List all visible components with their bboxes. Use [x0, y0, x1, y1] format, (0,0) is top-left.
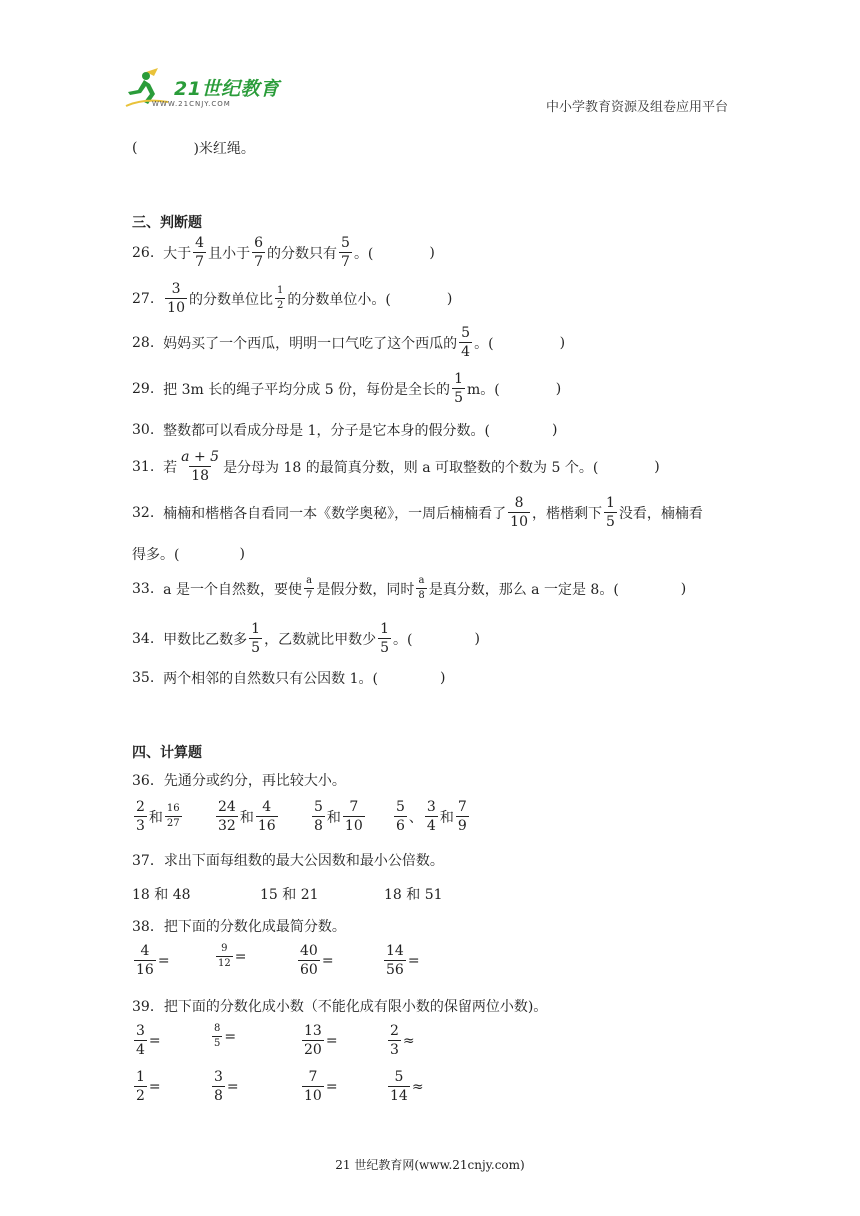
- site-logo: [124, 66, 294, 116]
- fraction: $\frac{5}{4}$: [461, 325, 471, 360]
- question-26: 26. 大于 $\frac{4}{7}$ 且小于 $\frac{6}{7}$ 的分数只有 $\frac{5}{7}$ 。( ): [132, 235, 435, 270]
- fraction: $\frac{3}{10}$: [167, 281, 185, 316]
- q38-item-2: $\frac{9}{12}$ =: [218, 943, 247, 969]
- fraction: $\frac{1}{5}$: [380, 621, 390, 656]
- fraction: $\frac{1}{5}$: [606, 495, 615, 530]
- platform-label: 中小学教育资源及组卷应用平台: [545, 100, 728, 115]
- q38-item-1: $\frac{4}{16}$ =: [136, 943, 170, 978]
- question-36: 36．先通分或约分，再比较大小。: [132, 773, 346, 789]
- fraction: $\frac{a + 5}{18}$: [181, 449, 220, 484]
- fraction: $\frac{5}{7}$: [341, 235, 350, 270]
- q39-row1-item-2: $\frac{8}{5}$ =: [214, 1023, 237, 1049]
- fraction: $\frac{1}{5}$: [251, 621, 261, 656]
- q39-row2-item-3: $\frac{7}{10}$ =: [304, 1069, 338, 1104]
- question-32: 32. 楠楠和楷楷各自看同一本《数学奥秘》，一周后楠楠看了 $\frac{8}{10}$ ，楷楷剩下 $\frac{1}{5}$ 没看，楠楠看: [132, 495, 703, 530]
- q36-group-2: $\frac{24}{32}$ 和 $\frac{4}{16}$: [218, 799, 276, 834]
- q37-item-3: 18 和 51: [384, 887, 443, 903]
- q38-item-4: $\frac{14}{56}$ =: [386, 943, 420, 978]
- page-footer: 21 世纪教育网(www.21cnjy.com): [335, 1158, 525, 1172]
- q39-row2-item-1: $\frac{1}{2}$ =: [136, 1069, 161, 1104]
- q38-item-3: $\frac{40}{60}$ =: [300, 943, 334, 978]
- carry-line: ( )米红绳。: [132, 140, 255, 157]
- fraction: $\frac{1}{2}$: [277, 285, 284, 311]
- question-30: 30. 整数都可以看成分母是 1，分子是它本身的假分数。( ): [132, 422, 558, 439]
- question-38: 38．把下面的分数化成最简分数。: [132, 919, 346, 935]
- fraction: $\frac{a}{7}$: [305, 575, 313, 601]
- q36-group-1: $\frac{2}{3}$ 和 $\frac{16}{27}$: [136, 799, 180, 834]
- q36-group-3: $\frac{5}{8}$ 和 $\frac{7}{10}$: [314, 799, 363, 834]
- question-37: 37．求出下面每组数的最大公因数和最小公倍数。: [132, 853, 444, 869]
- q39-row1-item-1: $\frac{3}{4}$ =: [136, 1023, 161, 1058]
- question-27: 27. $\frac{3}{10}$ 的分数单位比 $\frac{1}{2}$ 的分数单位小。( ): [132, 281, 453, 316]
- question-31: 31. 若 $\frac{a + 5}{18}$ 是分母为 18 的最简真分数，则 a 可取整数的个数为 5 个。( ): [132, 449, 660, 484]
- fraction: $\frac{4}{7}$: [195, 235, 205, 270]
- fraction: $\frac{a}{8}$: [418, 575, 425, 601]
- logo-url: WWW.21CNJY.COM: [152, 100, 231, 108]
- q39-row1-item-3: $\frac{13}{20}$ =: [304, 1023, 338, 1058]
- question-28: 28. 妈妈买了一个西瓜，明明一口气吃了这个西瓜的 $\frac{5}{4}$ 。( ): [132, 325, 566, 360]
- section-title-calculation: 四、计算题: [132, 745, 202, 761]
- question-32-cont: 得多。( ): [132, 546, 245, 563]
- q39-row2-item-2: $\frac{3}{8}$ =: [214, 1069, 239, 1104]
- question-39: 39．把下面的分数化成小数（不能化成有限小数的保留两位小数)。: [132, 999, 548, 1015]
- fraction: $\frac{8}{10}$: [510, 495, 528, 530]
- fraction: $\frac{6}{7}$: [254, 235, 264, 270]
- q39-row2-item-4: $\frac{5}{14}$ ≈: [390, 1069, 424, 1104]
- q37-item-2: 15 和 21: [260, 887, 319, 903]
- question-35: 35. 两个相邻的自然数只有公因数 1。( ): [132, 670, 446, 687]
- question-29: 29. 把 3m 长的绳子平均分成 5 份，每份是全长的 $\frac{1}{5}$ m。( ): [132, 371, 562, 406]
- fraction: $\frac{1}{5}$: [454, 371, 463, 406]
- q36-group-4: $\frac{5}{6}$ 、 $\frac{3}{4}$ 和 $\frac{7}{9}$: [396, 799, 467, 834]
- section-title-judgement: 三、判断题: [132, 215, 202, 231]
- logo-text: 21世纪教育: [174, 78, 280, 100]
- q39-row1-item-4: $\frac{2}{3}$ ≈: [390, 1023, 415, 1058]
- question-34: 34. 甲数比乙数多 $\frac{1}{5}$ ，乙数就比甲数少 $\frac{1}{5}$ 。( ): [132, 621, 480, 656]
- question-33: 33. a 是一个自然数，要使 $\frac{a}{7}$ 是假分数，同时 $\frac{a}{8}$ 是真分数，那么 a 一定是 8。( ): [132, 575, 687, 601]
- q37-item-1: 18 和 48: [132, 887, 191, 903]
